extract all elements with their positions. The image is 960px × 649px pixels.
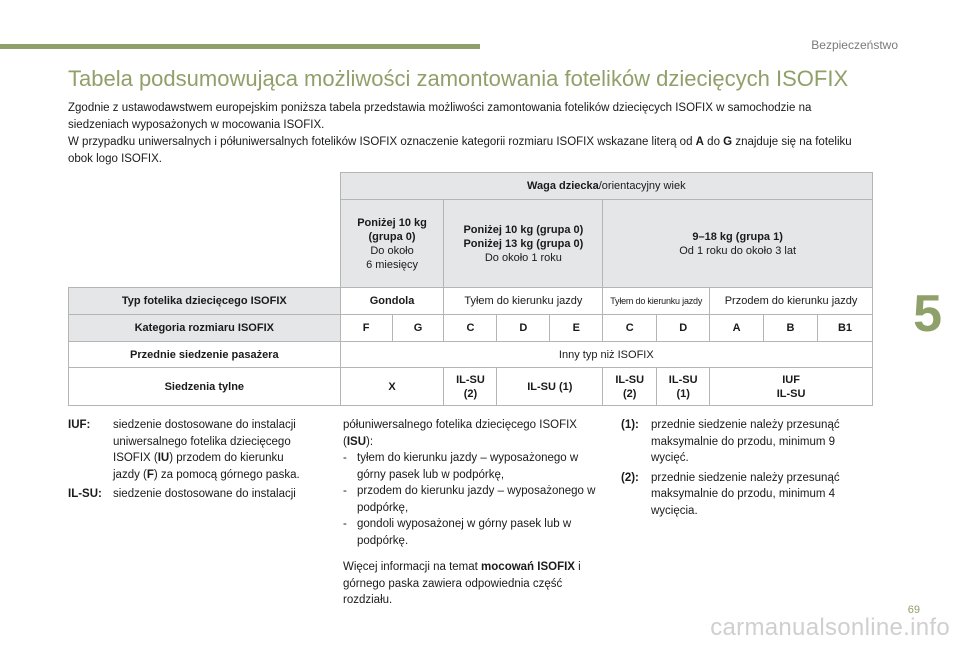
legend-list — [343, 450, 598, 549]
category-cell: G — [392, 315, 444, 342]
type-cell-rear-facing: Tyłem do kierunku jazdy — [444, 288, 603, 315]
rear-cell: IUF IL-SU — [710, 368, 873, 406]
intro-text — [68, 100, 868, 168]
category-cell: C — [603, 315, 657, 342]
row-label-seat-type: Typ fotelika dziecięcego ISOFIX — [69, 288, 341, 315]
legend-ilsu: IL-SU: siedzenie dostosowane do instalacji — [68, 488, 296, 500]
legend-iuf: IUF: siedzenie dostosowane do instalacji uniwersalnego fotelika dziecięcego ISOFIX (IU) przodem do kierunku jazdy (F) za pomocą górnego paska. — [68, 419, 300, 481]
category-cell: D — [497, 315, 550, 342]
list-item: - tyłem do kierunku jazdy – wyposażonego w górny pasek lub w podpórkę, — [343, 452, 579, 481]
rear-cell: IL-SU (1) — [497, 368, 603, 406]
category-cell: B1 — [817, 315, 872, 342]
more-info-text: Więcej informacji na temat mocowań ISOFIX i górnego paska zawiera odpowiednia część rozdziału. — [343, 561, 581, 606]
intro-paragraph-1: Zgodnie z ustawodawstwem europejskim poniższa tabela przedstawia możliwości zamontowania fotelików dziecięcych ISOFIX w samochodzie na siedzeniach wyposażonych w mocowania ISOFIX. — [68, 102, 812, 131]
type-cell-gondola: Gondola — [340, 288, 444, 315]
legend-semi-universal: półuniwersalnego fotelika dziecięcego ISOFIX (ISU): — [343, 419, 577, 448]
note-1: (1): przednie siedzenie należy przesunąć maksymalnie do przodu, minimum 9 wycięć. — [621, 419, 840, 464]
note-2: (2): przednie siedzenie należy przesunąć maksymalnie do przodu, minimum 4 wycięcia. — [621, 471, 840, 517]
category-cell: D — [657, 315, 710, 342]
page-title: Tabela podsumowująca możliwości zamontowania fotelików dziecięcych ISOFIX — [68, 66, 849, 91]
rear-cell: IL-SU (1) — [657, 368, 710, 406]
type-cell-forward-facing: Przodem do kierunku jazdy — [710, 288, 873, 315]
list-item: - przodem do kierunku jazdy – wyposażonego w podpórkę, — [343, 485, 596, 514]
isofix-summary-table — [68, 172, 873, 406]
category-cell: F — [340, 315, 392, 342]
list-item: - gondoli wyposażonej w górny pasek lub w podpórkę. — [343, 518, 572, 547]
category-cell: C — [444, 315, 497, 342]
type-cell-rear-facing-small: Tyłem do kierunku jazdy — [603, 288, 710, 315]
rear-cell: X — [340, 368, 444, 406]
group-0-under-13kg: Poniżej 10 kg (grupa 0) Poniżej 13 kg (grupa 0) Do około 1 roku — [444, 200, 603, 288]
row-label-rear-seats: Siedzenia tylne — [69, 368, 341, 406]
notes-column — [621, 417, 861, 522]
watermark: carmanualsonline.info — [710, 614, 950, 641]
section-label: Bezpieczeństwo — [811, 38, 898, 52]
front-seat-value: Inny typ niż ISOFIX — [340, 342, 872, 368]
legend-column-2 — [343, 417, 598, 609]
group-0-under-10kg: Poniżej 10 kg (grupa 0) Do około 6 miesięcy — [340, 200, 444, 288]
group-1-9-18kg: 9–18 kg (grupa 1) Od 1 roku do około 3 lat — [603, 200, 873, 288]
rear-cell: IL-SU (2) — [603, 368, 657, 406]
category-cell: B — [764, 315, 818, 342]
row-label-size-category: Kategoria rozmiaru ISOFIX — [69, 315, 341, 342]
page-number: 69 — [907, 604, 920, 616]
header-accent-bar — [0, 44, 480, 49]
rear-cell: IL-SU (2) — [444, 368, 497, 406]
weight-header: Waga dziecka/orientacyjny wiek — [340, 173, 872, 200]
row-label-front-seat: Przednie siedzenie pasażera — [69, 342, 341, 368]
legend-column-1 — [68, 417, 313, 506]
chapter-number: 5 — [913, 285, 942, 343]
category-cell: A — [710, 315, 764, 342]
intro-paragraph-2: W przypadku uniwersalnych i półuniwersalnych fotelików ISOFIX oznaczenie kategorii rozmiaru ISOFIX wskazane literą od A do G znajduje się na foteliku obok logo ISOFIX. — [68, 136, 852, 165]
category-cell: E — [550, 315, 603, 342]
